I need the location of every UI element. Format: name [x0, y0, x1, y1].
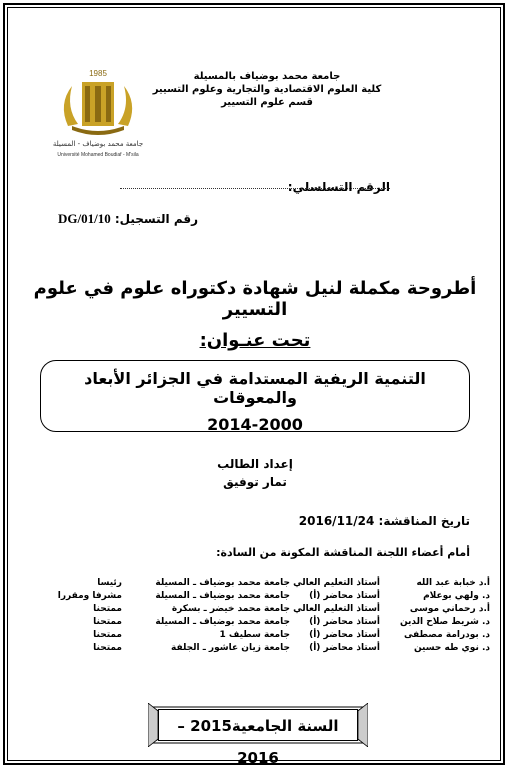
member-university: جامعة محمد بوضياف ـ المسيلة: [155, 578, 290, 588]
serial-number-label: الرقم التسلسلي:: [287, 180, 390, 194]
member-university: جامعة زيان عاشور ـ الجلفة: [171, 643, 290, 653]
member-name: أ.د خبابة عبد الله: [416, 578, 490, 588]
member-university: جامعة محمد بوضياف ـ المسيلة: [155, 591, 290, 601]
member-role: ممتحنا: [93, 630, 122, 640]
member-rank: أستاذ التعليم العالي: [293, 604, 380, 614]
member-university: جامعة محمد خيضر ـ بسكرة: [171, 604, 290, 614]
faculty-name: كلية العلوم الاقتصادية والتجارية وعلوم التسيير: [152, 84, 382, 95]
under-title-label: تحت عنـوان:: [199, 330, 311, 351]
logo-year: 1985: [89, 69, 107, 78]
member-university: جامعة سطيف 1: [219, 630, 290, 640]
member-rank: أستاذ محاضر (أ): [309, 643, 380, 653]
member-row: [20, 578, 490, 591]
department-name: قسم علوم التسيير: [221, 97, 313, 108]
main-title-box: [40, 360, 470, 432]
member-university: جامعة محمد بوضياف ـ المسيلة: [155, 617, 290, 627]
university-logo-icon: [38, 64, 158, 160]
thesis-title: أطروحة مكملة لنيل شهادة دكتوراه علوم في علوم التسيير: [33, 278, 477, 320]
member-name: د. نوي طه حسين: [413, 643, 490, 653]
member-name: د. شريط صلاح الدين: [399, 617, 490, 627]
member-rank: أستاذ التعليم العالي: [293, 578, 380, 588]
member-rank: أستاذ محاضر (أ): [309, 630, 380, 640]
member-row: [20, 591, 490, 604]
academic-year-box: [148, 703, 368, 767]
member-name: أ.د رحماني موسى: [409, 604, 490, 614]
discussion-date: تاريخ المناقشة: 2016/11/24: [298, 514, 470, 528]
committee-members: [20, 578, 490, 656]
member-name: د. ولهي بوعلام: [423, 591, 490, 601]
member-row: [20, 643, 490, 656]
university-header: [152, 70, 382, 109]
member-role: مشرفا ومقررا: [57, 591, 122, 601]
member-role: ممتحنا: [93, 643, 122, 653]
committee-heading: أمام أعضاء اللجنة المناقشة المكونة من السادة:: [216, 546, 470, 559]
member-row: [20, 617, 490, 630]
member-row: [20, 630, 490, 643]
main-title-period: 2014-2000: [207, 415, 303, 434]
logo-name-arabic: جامعة محمد بوضياف - المسيلة: [52, 140, 144, 148]
member-role: ممتحنا: [93, 617, 122, 627]
member-role: رئيسا: [97, 578, 122, 588]
university-logo: [38, 64, 158, 160]
member-name: د. بودرامة مصطفى: [403, 630, 490, 640]
main-title: التنمية الريفية المستدامة في الجزائر الأبعاد والمعوقات: [84, 369, 426, 407]
member-role: ممتحنا: [93, 604, 122, 614]
prepared-by-label: إعداد الطالب: [217, 457, 293, 471]
prepared-by: [0, 455, 510, 491]
registration-label: رقم التسجيل:: [114, 212, 198, 226]
university-name: جامعة محمد بوضياف بالمسيلة: [193, 71, 341, 82]
member-rank: أستاذ محاضر (أ): [309, 617, 380, 627]
member-row: [20, 604, 490, 617]
serial-number-dots: [120, 188, 390, 189]
member-rank: أستاذ محاضر (أ): [309, 591, 380, 601]
registration-value: DG/01/10: [58, 211, 111, 226]
academic-year: السنة الجامعية2015 – 2016: [158, 709, 358, 741]
logo-name-french: Université Mohamed Boudiaf - M'sila: [57, 152, 139, 158]
student-name: تمار توفيق: [223, 475, 287, 489]
